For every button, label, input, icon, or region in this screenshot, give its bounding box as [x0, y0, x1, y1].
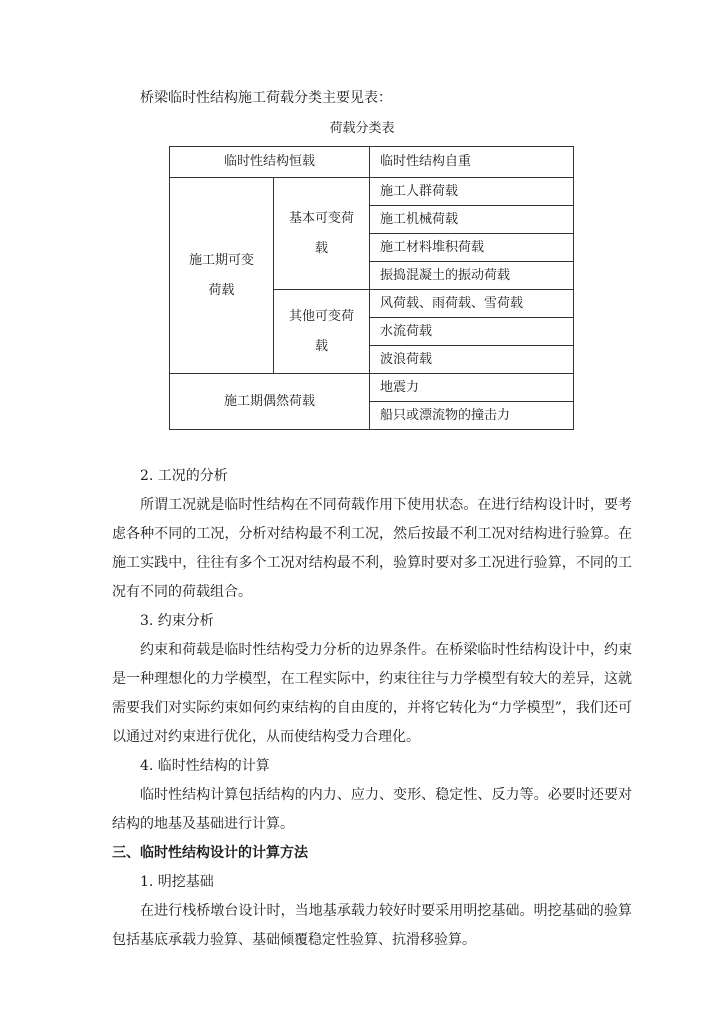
basic-load-item: 施工材料堆积荷载 — [370, 234, 574, 262]
other-load-item: 水流荷载 — [370, 318, 574, 346]
other-load-item: 风荷载、雨荷载、雪荷载 — [370, 290, 574, 318]
paragraph: 临时性结构计算包括结构的内力、应力、变形、稳定性、反力等。必要时还要对结构的地基及基础进行计算。 — [112, 787, 632, 832]
table-row — [170, 374, 574, 402]
intro-text: 桥梁临时性结构施工荷载分类主要见表： — [140, 90, 392, 106]
accidental-load-item: 地震力 — [370, 374, 574, 402]
section-heading: 1. 明挖基础 — [140, 874, 214, 890]
section-heading: 3. 约束分析 — [140, 613, 214, 629]
permanent-load-label: 临时性结构恒载 — [170, 147, 370, 178]
paragraph: 在进行栈桥墩台设计时，当地基承载力较好时要采用明挖基础。明挖基础的验算包括基底承载力验算、基础倾覆稳定性验算、抗滑移验算。 — [112, 903, 632, 948]
accidental-load-label: 施工期偶然荷载 — [170, 374, 370, 430]
accidental-load-item: 船只或漂流物的撞击力 — [370, 402, 574, 430]
table-row — [170, 147, 574, 178]
other-variable-load-label: 其他可变荷载 — [274, 290, 370, 374]
table-caption: 荷载分类表 — [329, 121, 395, 136]
basic-load-item: 施工人群荷载 — [370, 178, 574, 206]
paragraph: 约束和荷载是临时性结构受力分析的边界条件。在桥梁临时性结构设计中，约束是一种理想化的力学模型，在工程实际中，约束往往与力学模型有较大的差异，这就需要我们对实际约束如何约束结构的自由度的，并将它转化为“力学模型”，我们还可以通过对约束进行优化，从而使结构受力合理化。 — [112, 642, 632, 745]
table-row — [170, 178, 574, 206]
paragraph: 所谓工况就是临时性结构在不同荷载作用下使用状态。在进行结构设计时，要考虑各种不同的工况，分析对结构最不利工况，然后按最不利工况对结构进行验算。在施工实践中，往往有多个工况对结构最不利，验算时要对多工况进行验算，不同的工况有不同的荷载组合。 — [112, 497, 632, 600]
section-heading: 2. 工况的分析 — [140, 468, 228, 484]
permanent-load-item: 临时性结构自重 — [370, 147, 574, 178]
basic-variable-load-label: 基本可变荷载 — [274, 178, 370, 290]
body-text — [112, 462, 632, 955]
section-heading: 4. 临时性结构的计算 — [140, 758, 270, 774]
load-classification-table — [169, 146, 574, 430]
basic-load-item: 振捣混凝土的振动荷载 — [370, 262, 574, 290]
other-load-item: 波浪荷载 — [370, 346, 574, 374]
variable-load-label: 施工期可变荷载 — [170, 178, 274, 374]
chapter-title: 三、临时性结构设计的计算方法 — [112, 845, 308, 861]
basic-load-item: 施工机械荷载 — [370, 206, 574, 234]
